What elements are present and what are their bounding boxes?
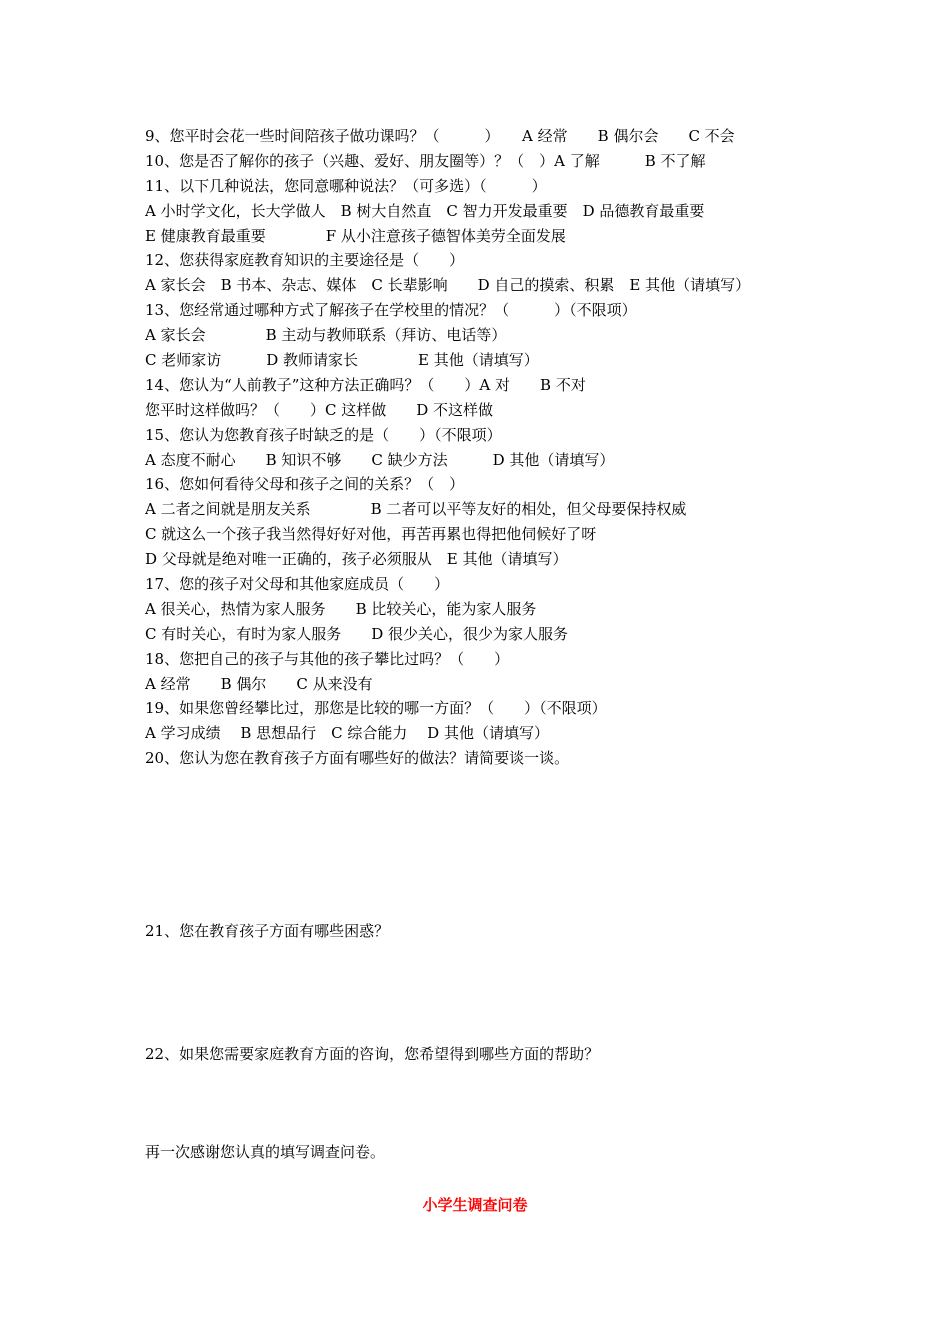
question-line: 15、您认为您教育孩子时缺乏的是（ ）（不限项） [145, 425, 502, 444]
question-line: 9、您平时会花一些时间陪孩子做功课吗？（ ） A 经常 B 偶尔会 C 不会 [145, 127, 735, 145]
question-line: 您平时这样做吗？（ ）C 这样做 D 不这样做 [145, 400, 494, 419]
question-line: 12、您获得家庭教育知识的主要途径是（ ） [145, 251, 465, 270]
question-line: A 态度不耐心 B 知识不够 C 缺少方法 D 其他（请填写） [145, 450, 615, 469]
question-line: D 父母就是绝对唯一正确的，孩子必须服从 E 其他（请填写） [145, 550, 568, 569]
question-line: E 健康教育最重要 F 从小注意孩子德智体美劳全面发展 [145, 226, 566, 245]
question-line: A 很关心，热情为家人服务 B 比较关心，能为家人服务 [145, 599, 537, 618]
questionnaire-body [145, 124, 835, 1165]
question-lines [145, 124, 835, 771]
question-line: C 有时关心，有时为家人服务 D 很少关心，很少为家人服务 [145, 624, 569, 643]
question-line: C 就这么一个孩子我当然得好好对他，再苦再累也得把他伺候好了呀 [145, 525, 597, 544]
question-line: A 经常 B 偶尔 C 从来没有 [145, 674, 373, 693]
question-line: 10、您是否了解你的孩子（兴趣、爱好、朋友圈等）？（ ）A 了解 B 不了解 [145, 151, 706, 170]
question-line: 17、您的孩子对父母和其他家庭成员（ ） [145, 575, 450, 594]
question-line: 14、您认为“人前教子”这种方法正确吗？（ ）A 对 B 不对 [145, 375, 586, 394]
question-line: 13、您经常通过哪种方式了解孩子在学校里的情况？（ ）（不限项） [145, 301, 637, 320]
question-line: A 学习成绩 B 思想品行 C 综合能力 D 其他（请填写） [145, 724, 549, 743]
question-line: 20、您认为您在教育孩子方面有哪些好的做法？请简要谈一谈。 [145, 749, 570, 768]
question-line: 18、您把自己的孩子与其他的孩子攀比过吗？（ ） [145, 649, 510, 668]
answer-space-21 [145, 944, 835, 1042]
answer-space-20 [145, 771, 835, 919]
question-line: A 家长会 B 主动与教师联系（拜访、电话等） [145, 326, 507, 345]
question-22: 22、如果您需要家庭教育方面的咨询，您希望得到哪些方面的帮助？ [145, 1045, 600, 1064]
question-line: A 小时学文化，长大学做人 B 树大自然直 C 智力开发最重要 D 品德教育最重要 [145, 201, 705, 220]
question-line: 16、您如何看待父母和孩子之间的关系？（ ） [145, 475, 465, 494]
question-21: 21、您在教育孩子方面有哪些困惑？ [145, 922, 390, 941]
question-line: A 二者之间就是朋友关系 B 二者可以平等友好的相处，但父母要保持权威 [145, 500, 687, 519]
question-line: 11、以下几种说法，您同意哪种说法？（可多选）（ ） [145, 176, 547, 195]
question-line: C 老师家访 D 教师请家长 E 其他（请填写） [145, 351, 539, 370]
question-line: 19、如果您曾经攀比过，那您是比较的哪一方面？（ ）（不限项） [145, 699, 607, 718]
section-title: 小学生调查问卷 [422, 1196, 528, 1214]
answer-space-22 [145, 1067, 835, 1140]
thanks-note: 再一次感谢您认真的填写调查问卷。 [145, 1142, 386, 1161]
question-line: A 家长会 B 书本、杂志、媒体 C 长辈影响 D 自己的摸索、积累 E 其他（请填写） [145, 276, 751, 295]
